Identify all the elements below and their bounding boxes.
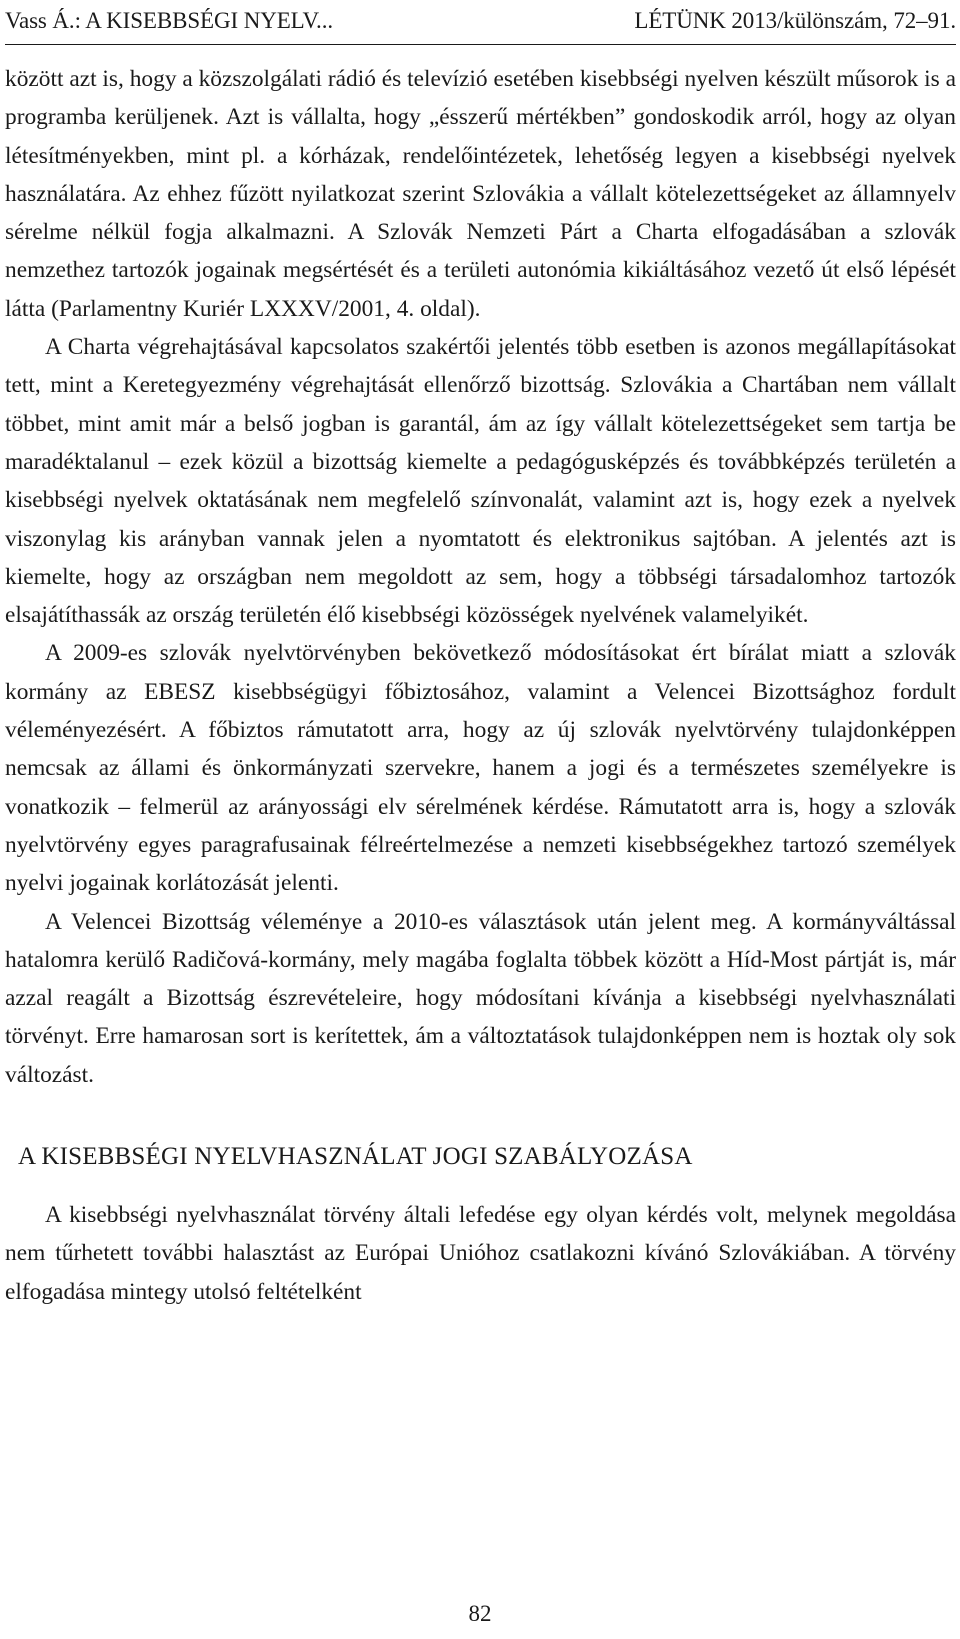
page-number: 82 (468, 1601, 492, 1626)
paragraph-1: között azt is, hogy a közszolgálati rádió és televízió esetében kisebbségi nyelven készült műsorok is a programba kerüljenek. Azt is vállalta, hogy „ésszerű mértékben” gondoskodik arról, hogy az olyan létesítményekben, mint pl. a kórházak, rendelőintézetek, lehetőség legyen a kisebbségi nyelvek használatára. Az ehhez fűzött nyilatkozat szerint Szlovákia a vállalt kötelezettségeket az államnyelv sérelme nélkül fogja alkalmazni. A Szlovák Nemzeti Párt a Charta elfogadásában a szlovák nemzethez tartozók jogainak megsértését és a területi autonómia kikiáltásához vezető út első lépését látta (Parlamentny Kuriér LXXXV/2001, 4. oldal). (5, 66, 956, 322)
paragraph-3: A 2009-es szlovák nyelvtörvényben bekövetkező módosításokat ért bírálat miatt a szlovák kormány az EBESZ kisebbségügyi főbiztosához, valamint a Velencei Bizottsághoz fordult véleményezésért. A főbiztos rámutatott arra, hogy az új szlovák nyelvtörvény tulajdonképpen nemcsak az állami és önkormányzati szervekre, hanem a jogi és a természetes személyekre is vonatkozik – felmerül az arányossági elv sérelmének kérdése. Rámutatott arra is, hogy a szlovák nyelvtörvény egyes paragrafusainak félreértelmezése a nemzeti kisebbségekhez tartozó személyek nyelvi jogainak korlátozását jelenti. (5, 640, 956, 897)
header-rule (5, 44, 956, 45)
paragraph-2: A Charta végrehajtásával kapcsolatos szakértői jelentés több esetben is azonos megállapításokat tett, mint a Keretegyezmény végrehajtását ellenőrző bizottság. Szlovákia a Chartában nem vállalt többet, mint amit már a belső jogban is garantál, ám az így vállalt kötelezettségeket sem tartja be maradéktalanul – ezek közül a bizottság kiemelte a pedagógusképzés és továbbképzés területén a kisebbségi nyelvek oktatásának nem megfelelő színvonalát, valamint azt is, hogy ezek a nyelvek viszonylag kis arányban vannak jelen a nyomtatott és elektronikus sajtóban. A jelentés azt is kiemelte, hogy az országban nem megoldott az sem, hogy a többségi társadalomhoz tartozók elsajátíthassák az ország területén élő kisebbségi közösségek nyelvének valamelyikét. (5, 334, 956, 629)
paragraph-4: A Velencei Bizottság véleménye a 2010-es választások után jelent meg. A kormányváltással hatalomra kerülő Radičová-kormány, mely magába foglalta többek között a Híd-Most pártját is, már azzal reagált a Bizottság észrevételeire, hogy módosítani kívánja a kisebbségi nyelvhasználati törvényt. Erre hamarosan sort is kerítettek, ám a változtatások tulajdonképpen nem is hoztak oly sok változást. (5, 908, 956, 1088)
header-journal-issue: LÉTÜNK 2013/különszám, 72–91. (634, 8, 956, 33)
header-author-title: Vass Á.: A KISEBBSÉGI NYELV... (5, 8, 333, 33)
section-heading: A KISEBBSÉGI NYELVHASZNÁLAT JOGI SZABÁLYOZÁSA (18, 1143, 693, 1171)
body-text (5, 60, 956, 1311)
running-header (5, 6, 956, 36)
section-paragraph-1: A kisebbségi nyelvhasználat törvény általi lefedése egy olyan kérdés volt, melynek megoldása nem tűrhetett további halasztást az Európai Unióhoz csatlakozni kívánó Szlovákiában. A törvény elfogadása mintegy utolsó feltételként (5, 1202, 956, 1305)
